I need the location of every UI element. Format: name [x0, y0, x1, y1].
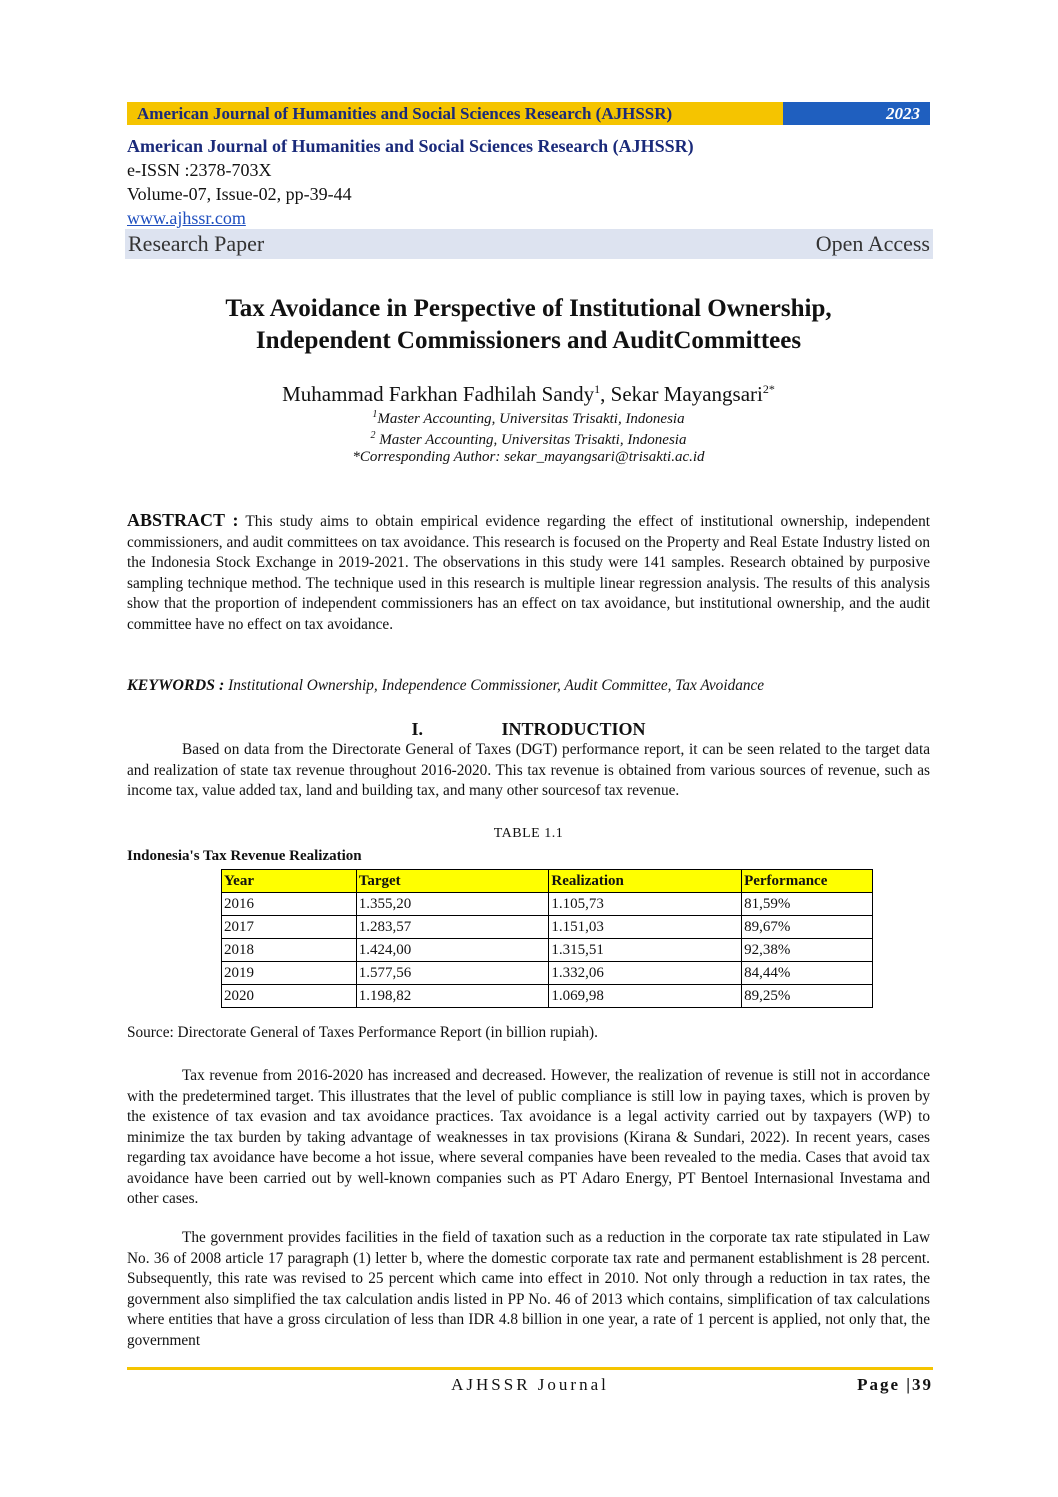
- abstract-label: ABSTRACT :: [127, 510, 239, 530]
- author-separator: ,: [600, 382, 611, 406]
- title-line-2: Independent Commissioners and AuditCommittees: [255, 327, 802, 354]
- table-cell: 1.069,98: [549, 985, 742, 1008]
- page-number: 39: [912, 1375, 933, 1394]
- page-label: Page |: [857, 1375, 912, 1394]
- section-title: INTRODUCTION: [501, 719, 646, 739]
- paper-title: [127, 293, 930, 357]
- table-cell: 2016: [222, 893, 357, 916]
- table-cell: 1.105,73: [549, 893, 742, 916]
- corresponding-author: *Corresponding Author: sekar_mayangsari@trisakti.ac.id: [352, 449, 705, 465]
- footer-divider: [127, 1367, 933, 1370]
- table-header-cell: Target: [356, 870, 549, 893]
- keywords: [127, 676, 930, 697]
- author-1: Muhammad Farkhan Fadhilah Sandy: [282, 382, 595, 406]
- tax-revenue-table: [221, 869, 873, 1008]
- table-row: [222, 939, 873, 962]
- issn: e-ISSN :2378-703X: [127, 160, 272, 180]
- table-cell: 1.577,56: [356, 962, 549, 985]
- table-source: Source: Directorate General of Taxes Performance Report (in billion rupiah).: [127, 1024, 598, 1041]
- table-cell: 1.315,51: [549, 939, 742, 962]
- page-number-block: [857, 1375, 933, 1395]
- affiliation-2-text: Master Accounting, Universitas Trisakti, Indonesia: [375, 432, 687, 448]
- authors: [127, 376, 930, 407]
- table-row: [222, 985, 873, 1008]
- table-cell: 2019: [222, 962, 357, 985]
- table-cell: 84,44%: [742, 962, 873, 985]
- banner-journal-name: American Journal of Humanities and Social Sciences Research (AJHSSR): [127, 102, 783, 125]
- footer-journal: AJHSSR Journal: [451, 1375, 609, 1394]
- table-header-cell: Realization: [549, 870, 742, 893]
- author-2-sup: 2*: [762, 382, 775, 396]
- table-cell: 1.355,20: [356, 893, 549, 916]
- keywords-text: Institutional Ownership, Independence Commissioner, Audit Committee, Tax Avoidance: [224, 677, 765, 694]
- table-cell: 2018: [222, 939, 357, 962]
- volume-info: Volume-07, Issue-02, pp-39-44: [127, 184, 352, 204]
- banner-year: 2023: [783, 102, 930, 125]
- table-cell: 1.424,00: [356, 939, 549, 962]
- title-line-1: Tax Avoidance in Perspective of Institutional Ownership,: [225, 295, 832, 322]
- table-header-row: [222, 870, 873, 893]
- table-caption: TABLE 1.1: [493, 826, 564, 841]
- table-cell: 1.332,06: [549, 962, 742, 985]
- table-cell: 89,25%: [742, 985, 873, 1008]
- intro-paragraph-2: Tax revenue from 2016-2020 has increased and decreased. However, the realization of revenue is still not in accordance with the predetermined target. This illustrates that the level of public compliance is still low in paying taxes, which is proven by the existence of tax evasion and tax avoidance practices. Tax avoidance is a legal activity carried out by taxpayers (WP) to minimize the tax burden by taking advantage of weaknesses in tax provisions (Kirana & Sundari, 2022). In recent years, cases regarding tax avoidance have become a hot issue, where several companies have been revealed to the media. Cases that avoid tax avoidance have been carried out by well-known companies such as PT Adaro Energy, PT Bentoel Internasional Investama and other cases.: [127, 1067, 930, 1207]
- section-number: I.: [411, 719, 423, 739]
- table-header-cell: Year: [222, 870, 357, 893]
- table-cell: 1.283,57: [356, 916, 549, 939]
- access-type: Open Access: [815, 231, 930, 256]
- keywords-label: KEYWORDS :: [127, 677, 225, 694]
- table-cell: 89,67%: [742, 916, 873, 939]
- table-cell: 92,38%: [742, 939, 873, 962]
- affiliation-1-sup: 1: [372, 409, 378, 420]
- section-heading-introduction: [127, 718, 930, 740]
- table-cell: 2017: [222, 916, 357, 939]
- table-row: [222, 893, 873, 916]
- author-2: Sekar Mayangsari: [610, 382, 763, 406]
- intro-paragraph-1: Based on data from the Directorate General of Taxes (DGT) performance report, it can be seen related to the target data and realization of state tax revenue throughout 2016-2020. This tax revenue is obtained from various sources of revenue, such as income tax, value added tax, land and building tax, and many other sourcesof tax revenue.: [127, 741, 930, 799]
- abstract: [127, 510, 930, 635]
- table-row: [222, 916, 873, 939]
- paper-type-bar: [125, 229, 933, 259]
- affiliation-1-text: Master Accounting, Universitas Trisakti, Indonesia: [377, 411, 685, 427]
- table-row: [222, 962, 873, 985]
- table-cell: 1.198,82: [356, 985, 549, 1008]
- paper-type: Research Paper: [128, 231, 265, 256]
- table-cell: 81,59%: [742, 893, 873, 916]
- table-cell: 2020: [222, 985, 357, 1008]
- author-1-sup: 1: [594, 382, 601, 396]
- journal-url-link[interactable]: www.ajhssr.com: [127, 208, 246, 228]
- table-title: Indonesia's Tax Revenue Realization: [127, 848, 362, 864]
- affiliation-2-sup: 2: [370, 430, 376, 441]
- intro-paragraph-3: The government provides facilities in the field of taxation such as a reduction in the corporate tax rate stipulated in Law No. 36 of 2008 article 17 paragraph (1) letter b, where the domestic corporate tax rate and permanent establishment is 28 percent. Subsequently, this rate was revised to 25 percent which came into effect in 2010. Not only through a reduction in tax rates, the government also simplified the tax calculation andis listed in PP No. 46 of 2013 which contains, simplification of tax calculations where entities that have a gross circulation of less than IDR 4.8 billion in one year, a rate of 1 percent is applied, not only that, the government: [127, 1229, 930, 1349]
- table-cell: 1.151,03: [549, 916, 742, 939]
- journal-name: American Journal of Humanities and Social Sciences Research (AJHSSR): [127, 136, 694, 156]
- abstract-text: This study aims to obtain empirical evidence regarding the effect of institutional ownership, independent commissioners, and audit committees on tax avoidance. This research is focused on the Property and Real Estate Industry listed on the Indonesia Stock Exchange in 2019-2021. The observations in this study were 141 samples. Research obtained by purposive sampling technique method. The technique used in this research is multiple linear regression analysis. The results of this analysis show that the proportion of independent commissioners has an effect on tax avoidance, but institutional ownership, and the audit committee have no effect on tax avoidance.: [127, 513, 930, 633]
- table-header-cell: Performance: [742, 870, 873, 893]
- journal-banner: [127, 102, 930, 125]
